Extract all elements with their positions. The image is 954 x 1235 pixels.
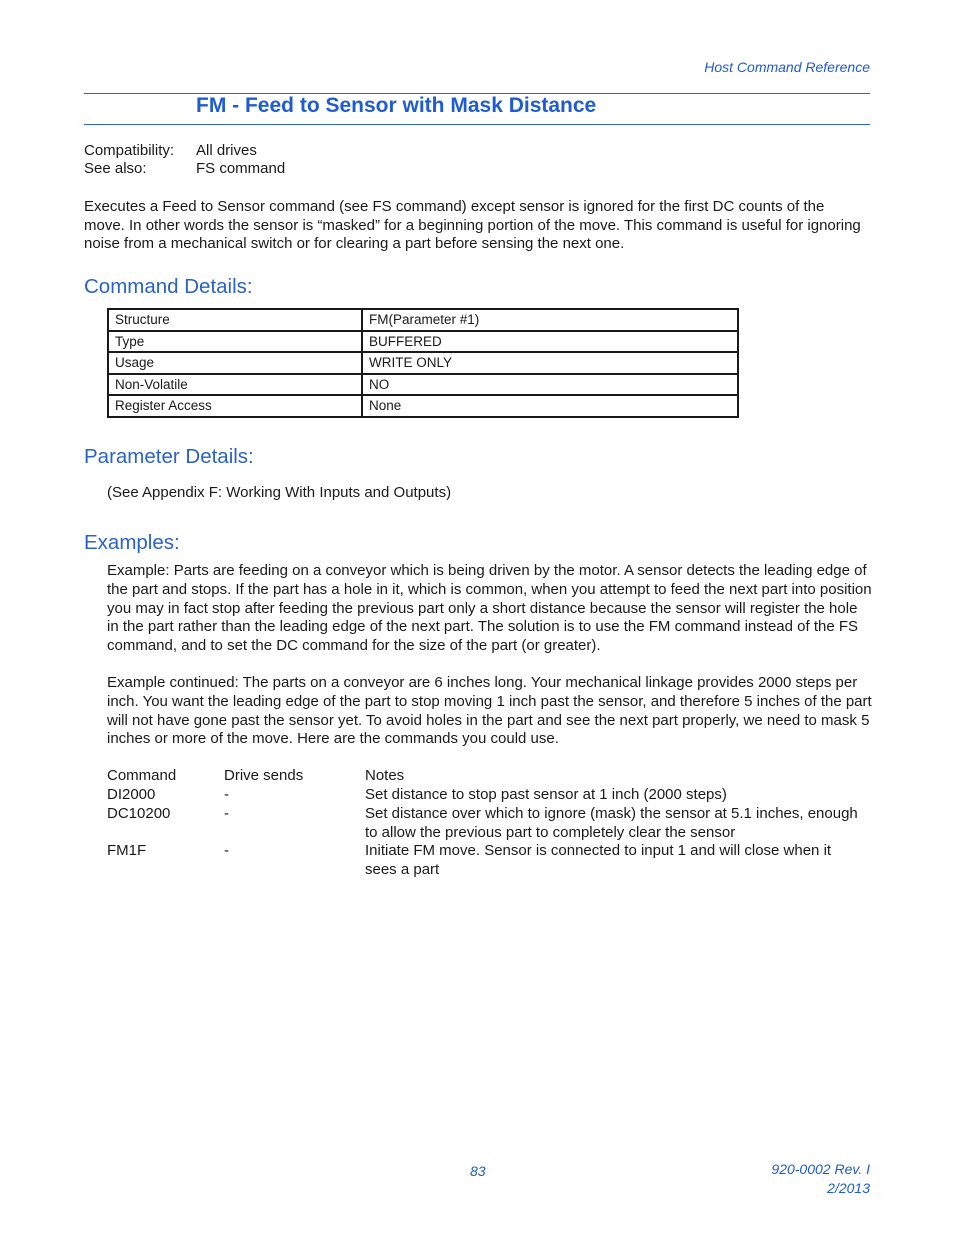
command-cell: DC10200 (107, 805, 171, 822)
command-row (0, 842, 954, 882)
command-cell: DI2000 (107, 786, 156, 803)
table-row (108, 374, 738, 396)
examples-heading: Examples: (84, 531, 180, 554)
table-row (108, 331, 738, 353)
see-also-label: See also: (84, 160, 147, 177)
example-text: Example continued: The parts on a conveyor are 6 inches long. Your mechanical linkage provides 2000 steps per inch. You want the leading edge of the part to stop moving 1 inch past the sensor, and therefore 5 inches of the part will not have gone past the sensor yet. To avoid holes in the part and see the next part properly, we need to mask 5 inches or more of the move. Here are the commands you could use. (107, 674, 872, 748)
table-cell-name: Usage (108, 352, 362, 374)
compatibility-label: Compatibility: (84, 142, 175, 159)
notes-cell: Set distance over which to ignore (mask) the sensor at 5.1 inches, enough to allow the previous part to completely clear the sensor (365, 805, 858, 841)
drive-sends-cell: - (224, 842, 229, 859)
description: Executes a Feed to Sensor command (see FS command) except sensor is ignored for the first DC counts of the move. In other words the sensor is “masked” for a beginning portion of the move. This command is useful for ignoring noise from a mechanical switch or for clearing a part before sensing the next one. (84, 198, 861, 253)
command-row (0, 805, 954, 845)
document-revision: 920-0002 Rev. I (771, 1161, 870, 1177)
command-details-heading: Command Details: (84, 275, 253, 298)
notes-cell: Initiate FM move. Sensor is connected to input 1 and will close when it sees a part (365, 842, 832, 878)
footer-revision-block (771, 1160, 870, 1198)
column-header-command: Command (107, 767, 177, 784)
page-title: FM - Feed to Sensor with Mask Distance (196, 94, 597, 117)
drive-sends-cell: - (224, 786, 229, 803)
running-header: Host Command Reference (704, 59, 870, 75)
parameter-details-text: (See Appendix F: Working With Inputs and Outputs) (107, 484, 452, 501)
column-header-drive-sends: Drive sends (224, 767, 304, 784)
table-row (108, 309, 738, 331)
command-row (0, 786, 954, 806)
commands-header-row (0, 767, 954, 787)
command-cell: FM1F (107, 842, 147, 859)
page-number: 83 (470, 1163, 486, 1179)
table-row (108, 395, 738, 417)
document-date: 2/2013 (827, 1180, 870, 1196)
table-cell-name: Type (108, 331, 362, 353)
see-also-value: FS command (196, 160, 286, 177)
table-cell-value: WRITE ONLY (362, 352, 738, 374)
table-cell-name: Register Access (108, 395, 362, 417)
command-details-table (107, 308, 739, 418)
example-text: Example: Parts are feeding on a conveyor which is being driven by the motor. A sensor detects the leading edge of the part and stops. If the part has a hole in it, which is common, when you attempt to feed the next part into position you may in fact stop after feeding the previous part only a short distance because the sensor will register the hole in the part rather than the leading edge of the next part. The solution is to use the FM command instead of the FS command, and to set the DC command for the size of the part (or greater). (107, 562, 872, 655)
parameter-details-heading: Parameter Details: (84, 445, 254, 468)
notes-cell: Set distance to stop past sensor at 1 inch (2000 steps) (365, 786, 727, 803)
table-cell-value: None (362, 395, 738, 417)
title-bottom-rule (84, 124, 870, 125)
example-paragraph-1 (107, 562, 872, 656)
table-cell-name: Structure (108, 309, 362, 331)
table-cell-name: Non-Volatile (108, 374, 362, 396)
example-paragraph-2 (107, 674, 872, 749)
compatibility-value: All drives (196, 142, 257, 159)
table-row (108, 352, 738, 374)
column-header-notes: Notes (365, 767, 405, 784)
meta-block (0, 142, 954, 182)
drive-sends-cell: - (224, 805, 229, 822)
table-cell-value: NO (362, 374, 738, 396)
table-cell-value: BUFFERED (362, 331, 738, 353)
table-cell-value: FM(Parameter #1) (362, 309, 738, 331)
